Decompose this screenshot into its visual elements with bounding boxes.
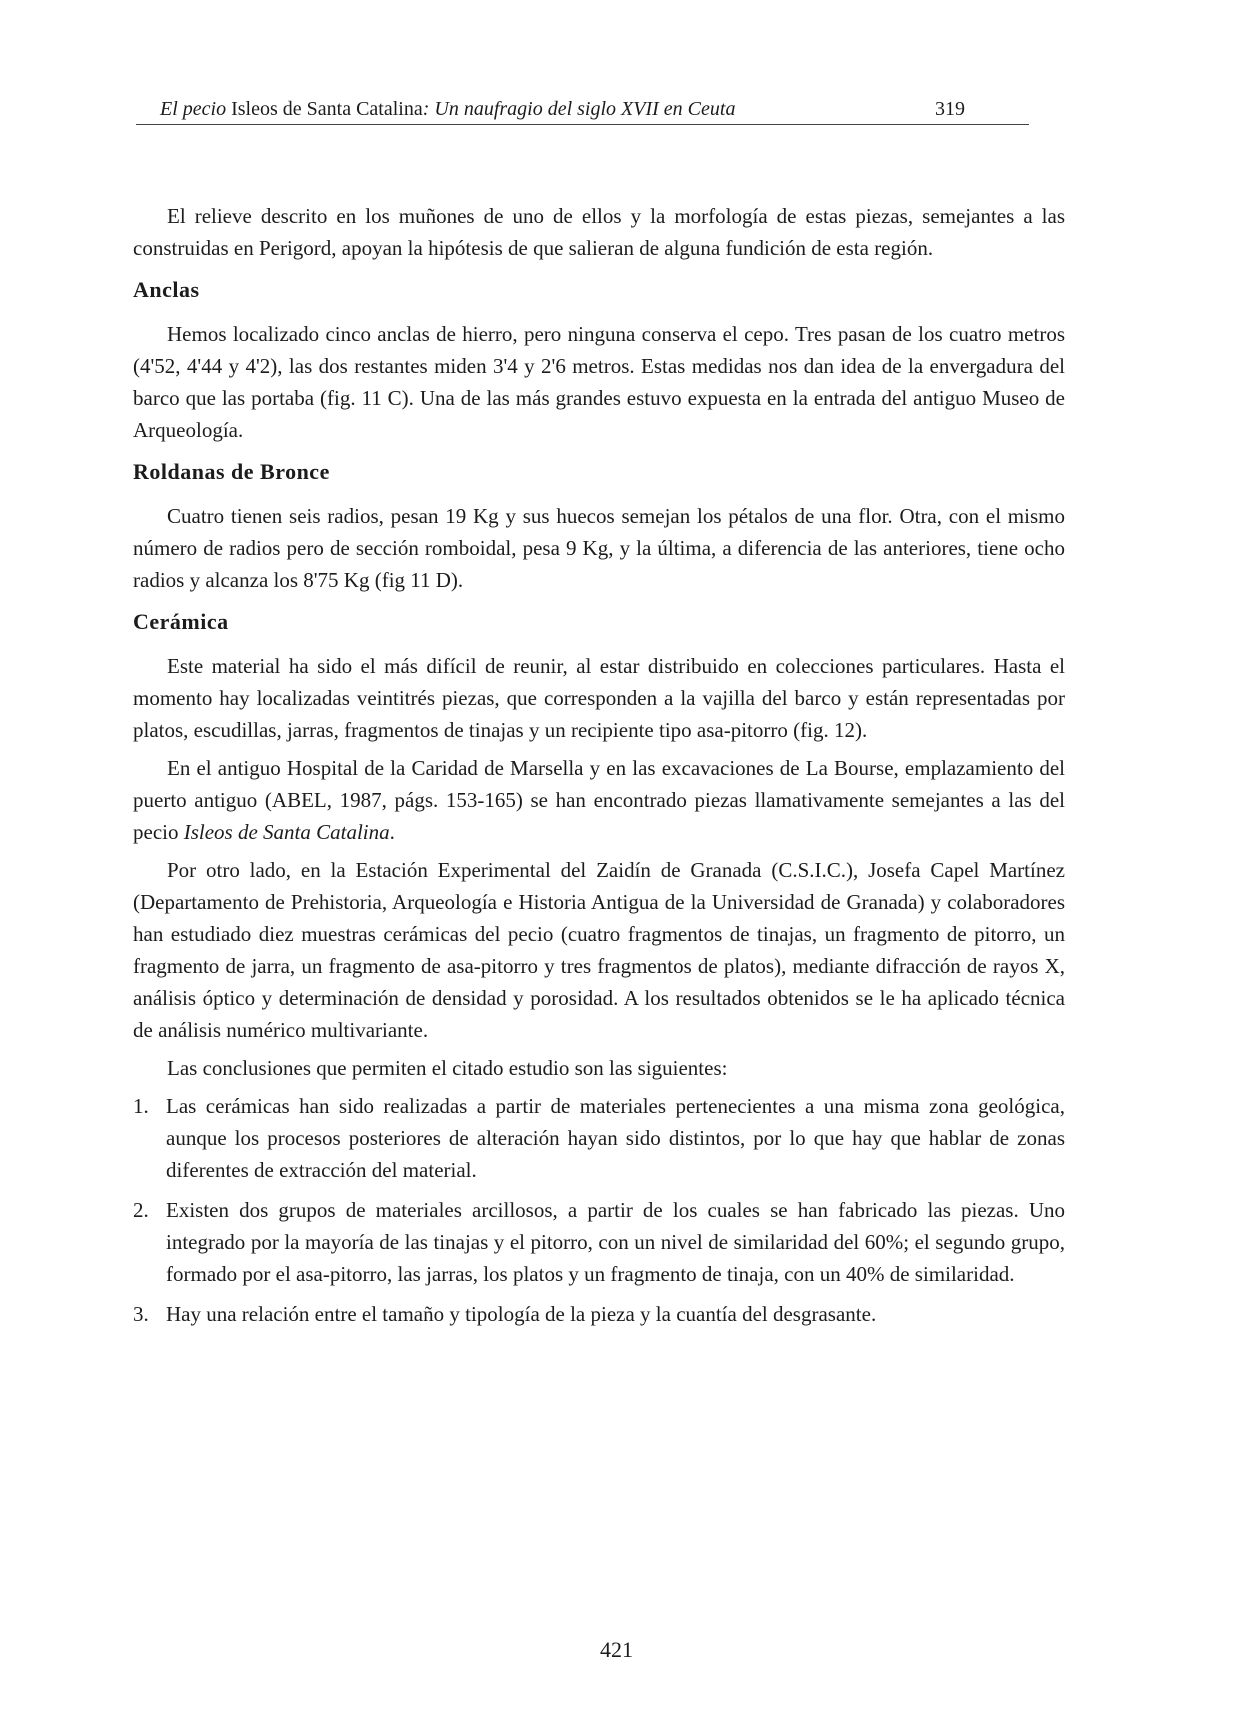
conclusions-list [133,1090,1065,1330]
paragraph-roldanas: Cuatro tienen seis radios, pesan 19 Kg y sus huecos semejan los pétalos de una flor. Otra, con el mismo número de radios pero de sección romboidal, pesa 9 Kg, y la última, a diferencia de las anteriores, tiene ocho radios y alcanza los 8'75 Kg (fig 11 D). [133,504,1065,592]
paragraph-ceramica-2-part-a: En el antiguo Hospital de la Caridad de Marsella y en las excavaciones de La Bourse, emplazamiento del puerto antiguo ( [133,756,1065,812]
body-text [133,200,1065,1338]
running-header [136,96,1029,125]
citation-author: ABEL [271,788,327,812]
header-page-number: 319 [935,98,965,120]
paragraph-ceramica-1: Este material ha sido el más difícil de reunir, al estar distribuido en colecciones particulares. Hasta el momento hay localizadas veintitrés piezas, que corresponden a la vajilla del barco y están representadas por platos, escudillas, jarras, fragmentos de tinajas y un recipiente tipo asa-pitorro (fig. 12). [133,654,1065,742]
paragraph-ceramica-2-part-c: . [389,820,395,844]
header-title [160,98,735,121]
list-item-text: Las cerámicas han sido realizadas a partir de materiales pertenecientes a una misma zona geológica, aunque los procesos posteriores de alteración hayan sido distintos, por lo que hay que hablar de zonas diferentes de extracción del material. [166,1094,1065,1182]
paragraph-anclas: Hemos localizado cinco anclas de hierro, pero ninguna conserva el cepo. Tres pasan de los cuatro metros (4'52, 4'44 y 4'2), las dos restantes miden 3'4 y 2'6 metros. Estas medidas nos dan idea de la envergadura del barco que las portaba (fig. 11 C). Una de las más grandes estuvo expuesta en la entrada del antiguo Museo de Arqueología. [133,322,1065,442]
list-item-text: Hay una relación entre el tamaño y tipología de la pieza y la cuantía del desgrasante. [166,1302,877,1326]
paragraph-ceramica-3: Por otro lado, en la Estación Experimental del Zaidín de Granada (C.S.I.C.), Josefa Capel Martínez (Departamento de Prehistoria, Arqueología e Historia Antigua de la Universidad de Granada) y colaboradores han estudiado diez muestras cerámicas del pecio (cuatro fragmentos de tinajas, un fragmento de pitorro, un fragmento de jarra, un fragmento de asa-pitorro y tres fragmentos de platos), mediante difracción de rayos X, análisis óptico y determinación de densidad y porosidad. A los resultados obtenidos se le ha aplicado técnica de análisis numérico multivariante. [133,858,1065,1042]
list-item-number: 1. [133,1094,149,1118]
list-item-number: 2. [133,1198,149,1222]
list-item [133,1298,1065,1330]
paragraph-ceramica-2-italic: Isleos de Santa Catalina [183,820,390,844]
paragraph-ceramica-2 [133,752,1065,848]
paragraph-ceramica-2-part-b: , 1987, págs. 153-165) se han encontrado piezas llamativamente semejantes a las del pecio [133,788,1065,844]
list-item [133,1090,1065,1186]
heading-roldanas: Roldanas de Bronce [133,459,330,484]
paragraph-intro: El relieve descrito en los muñones de uno de ellos y la morfología de estas piezas, semejantes a las construidas en Perigord, apoyan la hipótesis de que salieran de alguna fundición de esta región. [133,204,1065,260]
footer-page-number: 421 [600,1637,633,1662]
heading-anclas: Anclas [133,277,200,302]
list-item-text: Existen dos grupos de materiales arcillosos, a partir de los cuales se han fabricado las piezas. Uno integrado por la mayoría de las tinajas y el pitorro, con un nivel de similaridad del 60%; el segundo grupo, formado por el asa-pitorro, las jarras, los platos y un fragmento de tinaja, con un 40% de similaridad. [166,1198,1065,1286]
header-title-part2: Isleos de Santa Catalina [231,98,423,120]
heading-ceramica: Cerámica [133,609,229,634]
header-title-part1: El pecio [160,98,227,120]
list-item [133,1194,1065,1290]
list-item-number: 3. [133,1302,149,1326]
paragraph-ceramica-4: Las conclusiones que permiten el citado estudio son las siguientes: [167,1056,728,1080]
header-title-part3: : Un naufragio del siglo XVII en Ceuta [422,98,736,120]
